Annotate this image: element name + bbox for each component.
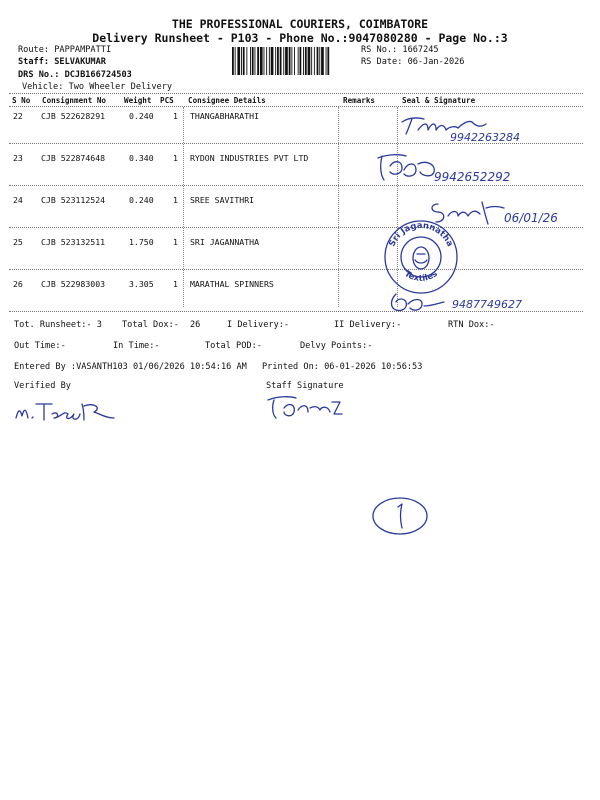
- row-consignment: CJB 522874648: [41, 153, 106, 163]
- verified-by-signature: [14, 396, 122, 424]
- runsheet-subtitle: Delivery Runsheet - P103 - Phone No.:9047080280 - Page No.:3: [92, 31, 508, 45]
- signature-row-26: [388, 290, 452, 314]
- row-consignment: CJB 522628291: [41, 111, 106, 121]
- col-seal-signature: Seal & Signature: [402, 96, 476, 105]
- drs-number: DRS No.: DCJB166724503: [18, 70, 132, 80]
- col-consignment: Consignment No: [42, 96, 107, 105]
- vehicle-label: Vehicle: Two Wheeler Delivery: [22, 82, 173, 92]
- row-weight: 0.340: [129, 153, 154, 163]
- total-dox-label: Total Dox:-: [122, 320, 179, 330]
- out-time: Out Time:-: [14, 341, 66, 351]
- svg-text:Textiles: Textiles: [402, 268, 440, 284]
- row-weight: 0.240: [129, 195, 154, 205]
- row-consignee: RYDON INDUSTRIES PVT LTD: [190, 153, 309, 163]
- rtn-dox: RTN Dox:-: [448, 320, 495, 330]
- delvy-points: Delvy Points:-: [300, 341, 373, 351]
- row-consignee: SREE SAVITHRI: [190, 195, 255, 205]
- row-weight: 0.240: [129, 111, 154, 121]
- i-delivery: I Delivery:-: [227, 320, 290, 330]
- row-pcs: 1: [173, 111, 178, 121]
- row-consignment: CJB 522983003: [41, 279, 106, 289]
- col-remarks: Remarks: [343, 96, 376, 105]
- row-sno: 24: [13, 195, 23, 205]
- rs-date: RS Date: 06-Jan-2026: [361, 57, 465, 67]
- row-sno: 25: [13, 237, 23, 247]
- row-consignment: CJB 523132511: [41, 237, 106, 247]
- row-sno: 26: [13, 279, 23, 289]
- rs-number: RS No.: 1667245: [361, 45, 439, 55]
- row-weight: 3.305: [129, 279, 154, 289]
- handwritten-phone-26: 9487749627: [452, 298, 522, 311]
- staff-signature: [266, 392, 346, 422]
- row-pcs: 1: [173, 195, 178, 205]
- row-weight: 1.750: [129, 237, 154, 247]
- svg-text:Sri Jagannatha: Sri Jagannatha: [387, 220, 455, 249]
- handwritten-phone-22: 9942263284: [450, 131, 520, 144]
- col-weight: Weight: [124, 96, 152, 105]
- handwritten-date-24: 06/01/26: [504, 211, 558, 225]
- row-pcs: 1: [173, 153, 178, 163]
- company-name: THE PROFESSIONAL COURIERS, COIMBATORE: [171, 17, 429, 31]
- row-sno: 23: [13, 153, 23, 163]
- total-pod: Total POD:-: [205, 341, 262, 351]
- row-pcs: 1: [173, 279, 178, 289]
- row-consignee: SRI JAGANNATHA: [190, 237, 260, 247]
- barcode: [232, 47, 358, 75]
- route-label: Route: PAPPAMPATTI: [18, 45, 112, 55]
- printed-on: Printed On: 06-01-2026 10:56:53: [262, 362, 423, 372]
- handwritten-phone-23: 9942652292: [434, 170, 511, 184]
- verified-by-label: Verified By: [14, 381, 71, 391]
- row-consignee: MARATHAL SPINNERS: [190, 279, 274, 289]
- col-pcs: PCS: [160, 96, 174, 105]
- in-time: In Time:-: [113, 341, 160, 351]
- circled-number-mark: [370, 494, 432, 538]
- row-sno: 22: [13, 111, 23, 121]
- row-consignment: CJB 523112524: [41, 195, 106, 205]
- entered-by: Entered By :VASANTH103 01/06/2026 10:54:16 AM: [14, 362, 247, 372]
- ii-delivery: II Delivery:-: [334, 320, 402, 330]
- total-dox-value: 26: [190, 320, 201, 330]
- col-sno: S No: [12, 96, 31, 105]
- seal-stamp: [382, 218, 460, 296]
- row-consignee: THANGABHARATHI: [190, 111, 260, 121]
- staff-signature-label: Staff Signature: [266, 381, 344, 391]
- total-runsheet: Tot. Runsheet:- 3: [14, 320, 102, 330]
- row-pcs: 1: [173, 237, 178, 247]
- signature-row-23: [376, 150, 442, 184]
- col-consignee: Consignee Details: [188, 96, 266, 105]
- staff-label: Staff: SELVAKUMAR: [18, 57, 106, 67]
